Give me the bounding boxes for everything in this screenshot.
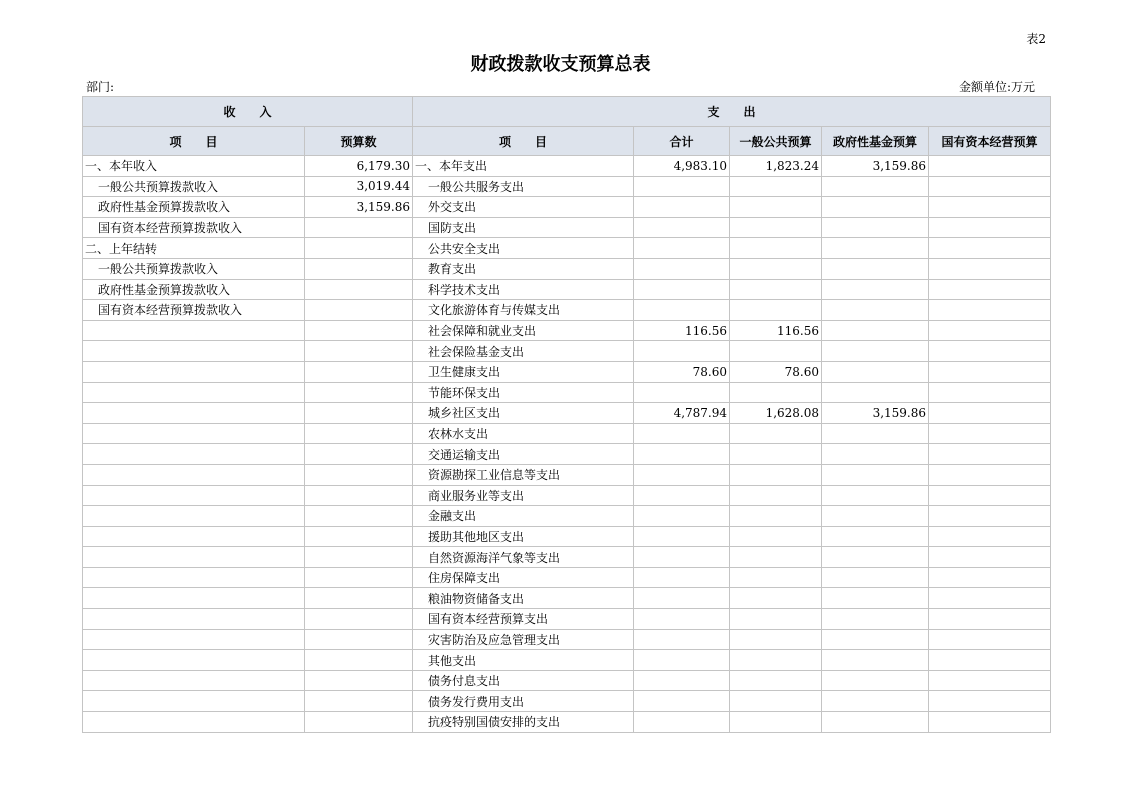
income-budget-cell	[305, 217, 413, 238]
expense-item-cell: 教育支出	[413, 258, 634, 279]
general-budget-cell	[730, 341, 822, 362]
expense-item-cell: 国有资本经营预算支出	[413, 609, 634, 630]
income-budget-header: 预算数	[305, 127, 413, 156]
income-item-header: 项 目	[83, 127, 305, 156]
income-group-header: 收 入	[83, 97, 413, 127]
state-capital-cell	[929, 176, 1051, 197]
gov-fund-cell	[822, 423, 929, 444]
income-item-cell	[83, 361, 305, 382]
table-row	[83, 567, 1051, 588]
state-capital-cell	[929, 423, 1051, 444]
general-budget-cell	[730, 382, 822, 403]
table-row	[83, 217, 1051, 238]
table-body	[83, 156, 1051, 733]
table-row	[83, 464, 1051, 485]
table-row	[83, 609, 1051, 630]
expense-item-cell: 一、本年支出	[413, 156, 634, 177]
state-capital-cell	[929, 197, 1051, 218]
state-capital-cell	[929, 403, 1051, 424]
income-item-cell: 国有资本经营预算拨款收入	[83, 300, 305, 321]
income-budget-cell	[305, 361, 413, 382]
state-capital-cell	[929, 341, 1051, 362]
gov-fund-cell	[822, 588, 929, 609]
income-budget-cell: 3,159.86	[305, 197, 413, 218]
income-budget-cell	[305, 464, 413, 485]
income-budget-cell	[305, 712, 413, 733]
gov-fund-cell	[822, 629, 929, 650]
income-item-cell: 一、本年收入	[83, 156, 305, 177]
total-cell	[634, 506, 730, 527]
state-capital-cell	[929, 526, 1051, 547]
state-capital-cell	[929, 567, 1051, 588]
state-capital-cell	[929, 300, 1051, 321]
income-budget-cell: 3,019.44	[305, 176, 413, 197]
state-capital-cell	[929, 547, 1051, 568]
total-cell: 4,983.10	[634, 156, 730, 177]
income-item-cell: 国有资本经营预算拨款收入	[83, 217, 305, 238]
income-budget-cell	[305, 526, 413, 547]
amount-unit-label: 金额单位:万元	[958, 80, 1035, 94]
income-budget-cell	[305, 341, 413, 362]
general-budget-cell: 78.60	[730, 361, 822, 382]
general-budget-cell	[730, 547, 822, 568]
income-item-cell	[83, 629, 305, 650]
general-budget-cell	[730, 423, 822, 444]
total-cell	[634, 650, 730, 671]
total-cell: 78.60	[634, 361, 730, 382]
income-budget-cell	[305, 382, 413, 403]
header-column-row	[83, 127, 1051, 156]
income-budget-cell	[305, 629, 413, 650]
income-item-cell	[83, 670, 305, 691]
gov-fund-cell	[822, 506, 929, 527]
income-item-cell: 一般公共预算拨款收入	[83, 176, 305, 197]
expense-item-cell: 援助其他地区支出	[413, 526, 634, 547]
state-capital-cell	[929, 650, 1051, 671]
total-cell: 4,787.94	[634, 403, 730, 424]
expense-item-cell: 外交支出	[413, 197, 634, 218]
table-row	[83, 485, 1051, 506]
general-budget-cell	[730, 609, 822, 630]
income-item-cell	[83, 403, 305, 424]
income-item-cell	[83, 526, 305, 547]
table-row	[83, 361, 1051, 382]
gov-fund-cell	[822, 197, 929, 218]
expense-item-cell: 粮油物资储备支出	[413, 588, 634, 609]
general-budget-cell	[730, 176, 822, 197]
expense-item-cell: 其他支出	[413, 650, 634, 671]
total-cell	[634, 300, 730, 321]
total-cell	[634, 217, 730, 238]
income-budget-cell	[305, 691, 413, 712]
total-cell	[634, 691, 730, 712]
state-capital-cell	[929, 670, 1051, 691]
total-cell	[634, 341, 730, 362]
total-cell	[634, 176, 730, 197]
total-cell	[634, 526, 730, 547]
total-cell	[634, 547, 730, 568]
table-row	[83, 403, 1051, 424]
expense-item-cell: 商业服务业等支出	[413, 485, 634, 506]
table-row	[83, 444, 1051, 465]
total-cell	[634, 464, 730, 485]
income-item-cell: 政府性基金预算拨款收入	[83, 197, 305, 218]
general-budget-cell	[730, 464, 822, 485]
table-row	[83, 341, 1051, 362]
state-capital-cell	[929, 217, 1051, 238]
general-budget-cell	[730, 526, 822, 547]
state-capital-cell	[929, 382, 1051, 403]
income-item-cell	[83, 588, 305, 609]
total-cell	[634, 423, 730, 444]
state-capital-cell	[929, 485, 1051, 506]
expense-item-cell: 资源勘探工业信息等支出	[413, 464, 634, 485]
table-row	[83, 650, 1051, 671]
income-item-cell	[83, 691, 305, 712]
gov-fund-cell	[822, 361, 929, 382]
gov-fund-cell: 3,159.86	[822, 403, 929, 424]
table-row	[83, 423, 1051, 444]
gov-fund-cell	[822, 382, 929, 403]
table-row	[83, 588, 1051, 609]
table-row	[83, 670, 1051, 691]
income-budget-cell	[305, 403, 413, 424]
state-capital-cell	[929, 629, 1051, 650]
income-item-cell: 二、上年结转	[83, 238, 305, 259]
gov-fund-cell	[822, 485, 929, 506]
total-cell	[634, 382, 730, 403]
table-row	[83, 547, 1051, 568]
table-row	[83, 382, 1051, 403]
expense-item-cell: 社会保险基金支出	[413, 341, 634, 362]
gov-fund-cell	[822, 464, 929, 485]
total-cell	[634, 567, 730, 588]
expense-item-cell: 农林水支出	[413, 423, 634, 444]
table-row	[83, 506, 1051, 527]
total-cell	[634, 279, 730, 300]
income-item-cell	[83, 485, 305, 506]
general-budget-cell: 1,823.24	[730, 156, 822, 177]
expense-item-cell: 自然资源海洋气象等支出	[413, 547, 634, 568]
table-row	[83, 691, 1051, 712]
gov-fund-cell	[822, 258, 929, 279]
income-item-cell	[83, 609, 305, 630]
income-item-cell	[83, 547, 305, 568]
gov-fund-cell	[822, 567, 929, 588]
gov-fund-cell	[822, 691, 929, 712]
income-budget-cell	[305, 506, 413, 527]
general-budget-cell	[730, 279, 822, 300]
table-row	[83, 156, 1051, 177]
income-budget-cell	[305, 423, 413, 444]
general-budget-cell	[730, 238, 822, 259]
department-label: 部门:	[86, 80, 115, 94]
state-capital-cell	[929, 588, 1051, 609]
table-row	[83, 300, 1051, 321]
state-capital-cell	[929, 258, 1051, 279]
gov-fund-cell	[822, 300, 929, 321]
income-item-cell	[83, 341, 305, 362]
expense-item-cell: 债务发行费用支出	[413, 691, 634, 712]
expense-item-cell: 公共安全支出	[413, 238, 634, 259]
expense-item-header: 项 目	[413, 127, 634, 156]
general-budget-cell	[730, 258, 822, 279]
gov-fund-cell	[822, 650, 929, 671]
expense-item-cell: 抗疫特别国债安排的支出	[413, 712, 634, 733]
state-capital-cell	[929, 444, 1051, 465]
total-cell: 116.56	[634, 320, 730, 341]
state-capital-cell	[929, 320, 1051, 341]
expense-group-header: 支 出	[413, 97, 1051, 127]
income-item-cell	[83, 650, 305, 671]
table-number: 表2	[1026, 32, 1046, 46]
expense-item-cell: 节能环保支出	[413, 382, 634, 403]
general-budget-cell	[730, 217, 822, 238]
expense-item-cell: 一般公共服务支出	[413, 176, 634, 197]
general-budget-cell	[730, 197, 822, 218]
expense-item-cell: 住房保障支出	[413, 567, 634, 588]
general-budget-cell	[730, 629, 822, 650]
gov-fund-header: 政府性基金预算	[822, 127, 929, 156]
general-budget-cell: 1,628.08	[730, 403, 822, 424]
general-budget-cell	[730, 712, 822, 733]
gov-fund-cell	[822, 609, 929, 630]
income-budget-cell	[305, 279, 413, 300]
income-item-cell	[83, 382, 305, 403]
income-budget-cell	[305, 588, 413, 609]
header-group-row	[83, 97, 1051, 127]
gov-fund-cell	[822, 238, 929, 259]
state-capital-cell	[929, 464, 1051, 485]
table-row	[83, 279, 1051, 300]
table-row	[83, 526, 1051, 547]
income-item-cell	[83, 320, 305, 341]
total-cell	[634, 258, 730, 279]
expense-item-cell: 债务付息支出	[413, 670, 634, 691]
income-budget-cell: 6,179.30	[305, 156, 413, 177]
expense-item-cell: 交通运输支出	[413, 444, 634, 465]
expense-item-cell: 文化旅游体育与传媒支出	[413, 300, 634, 321]
page-title: 财政拨款收支预算总表	[470, 54, 651, 75]
total-cell	[634, 609, 730, 630]
gov-fund-cell	[822, 670, 929, 691]
expense-item-cell: 科学技术支出	[413, 279, 634, 300]
income-item-cell	[83, 506, 305, 527]
gov-fund-cell	[822, 341, 929, 362]
gov-fund-cell	[822, 712, 929, 733]
state-capital-cell	[929, 238, 1051, 259]
general-budget-cell	[730, 670, 822, 691]
table-row	[83, 238, 1051, 259]
income-item-cell	[83, 444, 305, 465]
income-item-cell	[83, 567, 305, 588]
state-capital-cell	[929, 156, 1051, 177]
general-budget-cell	[730, 691, 822, 712]
state-capital-cell	[929, 609, 1051, 630]
state-capital-cell	[929, 712, 1051, 733]
total-header: 合计	[634, 127, 730, 156]
income-item-cell	[83, 464, 305, 485]
gov-fund-cell: 3,159.86	[822, 156, 929, 177]
table-row	[83, 176, 1051, 197]
budget-summary-table	[82, 96, 1051, 733]
income-budget-cell	[305, 567, 413, 588]
total-cell	[634, 197, 730, 218]
expense-item-cell: 金融支出	[413, 506, 634, 527]
table-row	[83, 712, 1051, 733]
table-row	[83, 258, 1051, 279]
total-cell	[634, 629, 730, 650]
total-cell	[634, 238, 730, 259]
table-row	[83, 197, 1051, 218]
state-capital-cell	[929, 279, 1051, 300]
general-budget-cell	[730, 567, 822, 588]
general-budget-cell	[730, 588, 822, 609]
income-budget-cell	[305, 547, 413, 568]
total-cell	[634, 444, 730, 465]
income-budget-cell	[305, 258, 413, 279]
income-budget-cell	[305, 650, 413, 671]
table-row	[83, 320, 1051, 341]
gov-fund-cell	[822, 547, 929, 568]
gov-fund-cell	[822, 526, 929, 547]
income-budget-cell	[305, 300, 413, 321]
expense-item-cell: 城乡社区支出	[413, 403, 634, 424]
gov-fund-cell	[822, 279, 929, 300]
expense-item-cell: 卫生健康支出	[413, 361, 634, 382]
income-budget-cell	[305, 238, 413, 259]
table-row	[83, 629, 1051, 650]
expense-item-cell: 社会保障和就业支出	[413, 320, 634, 341]
general-budget-cell	[730, 444, 822, 465]
general-budget-header: 一般公共预算	[730, 127, 822, 156]
state-capital-cell	[929, 361, 1051, 382]
gov-fund-cell	[822, 176, 929, 197]
gov-fund-cell	[822, 444, 929, 465]
income-item-cell: 政府性基金预算拨款收入	[83, 279, 305, 300]
expense-item-cell: 灾害防治及应急管理支出	[413, 629, 634, 650]
state-capital-header: 国有资本经营预算	[929, 127, 1051, 156]
total-cell	[634, 670, 730, 691]
general-budget-cell	[730, 300, 822, 321]
state-capital-cell	[929, 506, 1051, 527]
income-budget-cell	[305, 320, 413, 341]
total-cell	[634, 485, 730, 506]
general-budget-cell	[730, 650, 822, 671]
state-capital-cell	[929, 691, 1051, 712]
general-budget-cell	[730, 506, 822, 527]
income-item-cell	[83, 423, 305, 444]
income-budget-cell	[305, 485, 413, 506]
income-item-cell: 一般公共预算拨款收入	[83, 258, 305, 279]
gov-fund-cell	[822, 217, 929, 238]
income-budget-cell	[305, 609, 413, 630]
income-budget-cell	[305, 670, 413, 691]
general-budget-cell	[730, 485, 822, 506]
income-budget-cell	[305, 444, 413, 465]
total-cell	[634, 712, 730, 733]
general-budget-cell: 116.56	[730, 320, 822, 341]
income-item-cell	[83, 712, 305, 733]
expense-item-cell: 国防支出	[413, 217, 634, 238]
gov-fund-cell	[822, 320, 929, 341]
total-cell	[634, 588, 730, 609]
